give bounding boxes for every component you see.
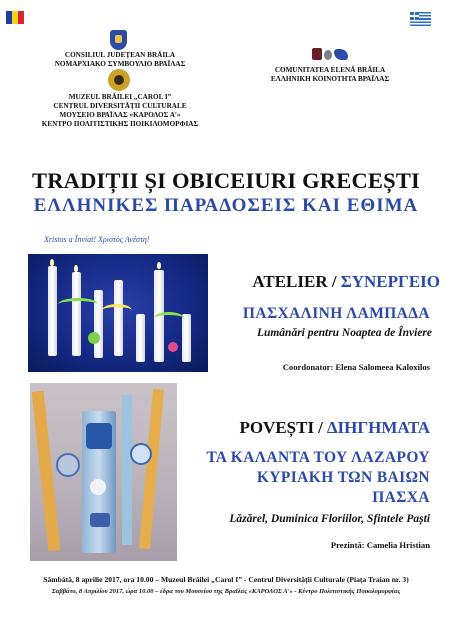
atelier-subtitle-ro: Lumânări pentru Noaptea de Înviere xyxy=(256,327,432,339)
easter-greeting: Xristos a Înviat! Χριστός Ανέστη! xyxy=(44,235,150,244)
atelier-heading-ro: ATELIER / xyxy=(252,272,337,291)
povesti-heading-gr: ΔΙΗΓΗΜΑΤΑ xyxy=(326,418,430,437)
atelier-coordinator: Coordonator: Elena Salomeea Kaloxilos xyxy=(282,362,430,372)
candles-photo-decorated xyxy=(30,383,177,561)
event-details-gr: Σαββάτο, 8 Απριλίου 2017, ώρα 10.00 – έδρα του Μουσείου της Βραΐλας «ΚΑΡΟΛΟΣ Α'» - Κέντρο Πολιτιστικής Ποικιλομορφίας xyxy=(51,588,401,595)
povesti-line-lazarus: ΤΑ ΚΑΛΑΝΤΑ ΤΟΥ ΛΑΖΑΡΟΥ xyxy=(206,449,430,466)
museum-name-ro: MUZEUL BRĂILEI „CAROL I” xyxy=(68,93,172,101)
povesti-lines-gr xyxy=(180,448,430,508)
povesti-heading xyxy=(190,418,430,438)
greece-flag-icon xyxy=(410,12,431,26)
cultural-center-ro: CENTRUL DIVERSITĂȚII CULTURALE xyxy=(53,102,187,110)
title-ro: TRADIȚII ȘI OBICEIURI GRECEȘTI xyxy=(32,168,420,193)
greek-community-block xyxy=(262,66,398,84)
museum-crest-icon xyxy=(108,69,130,91)
county-council-ro: CONSILIUL JUDEȚEAN BRĂILA xyxy=(64,51,176,59)
povesti-line-easter: ΠΑΣΧΑ xyxy=(372,489,430,506)
povesti-subtitle-ro: Lăzărel, Duminica Floriilor, Sfintele Paști xyxy=(229,513,430,525)
povesti-heading-separator: / xyxy=(318,418,323,437)
greek-community-gr: ΕΛΛΗΝΙΚΗ ΚΟΙΝΟΤΗΤΑ ΒΡΑΪΛΑΣ xyxy=(270,75,390,83)
atelier-heading-gr: ΣΥΝΕΡΓΕΙΟ xyxy=(340,272,440,291)
atelier-heading xyxy=(216,272,440,292)
county-council-gr: ΝΟΜΑΡΧΙΑΚΟ ΣΥΜΒΟΥΛΙΟ ΒΡΑΪΛΑΣ xyxy=(54,60,186,68)
atelier-subtitle-gr: ΠΑΣΧΑΛΙΝΗ ΛΑΜΠΑΔΑ xyxy=(242,305,430,322)
museum-name-gr: ΜΟΥΣΕΙΟ ΒΡΑΪΛΑΣ «ΚΑΡΟΛΟΣ Α'» xyxy=(59,111,181,119)
title-gr: ΕΛΛΗΝΙΚΕΣ ΠΑΡΑΔΟΣΕΙΣ ΚΑΙ ΕΘΙΜΑ xyxy=(33,195,419,216)
event-details-ro: Sâmbătă, 8 aprilie 2017, ora 10.00 – Muzeul Brăilei „Carol I” - Centrul Diversității Culturale (Piața Traian nr. 3) xyxy=(43,575,409,584)
candles-photo-blue xyxy=(28,254,208,372)
romania-flag-icon xyxy=(6,11,24,24)
museum-block xyxy=(15,93,225,129)
county-council-block xyxy=(40,51,200,69)
county-crest-icon xyxy=(110,30,127,50)
greek-community-logo-icon xyxy=(312,46,348,62)
povesti-line-palm-sunday: ΚΥΡΙΑΚΗ ΤΩΝ ΒΑΙΩΝ xyxy=(256,469,430,486)
cultural-center-gr: ΚΕΝΤΡΟ ΠΟΛΙΤΙΣΤΙΚΗΣ ΠΟΙΚΙΛΟΜΟΡΦΙΑΣ xyxy=(41,120,199,128)
greek-community-ro: COMUNITATEA ELENĂ BRĂILA xyxy=(274,66,386,74)
povesti-heading-ro: POVEȘTI xyxy=(239,418,315,437)
povesti-presenter: Prezintă: Camelia Hristian xyxy=(330,540,430,550)
